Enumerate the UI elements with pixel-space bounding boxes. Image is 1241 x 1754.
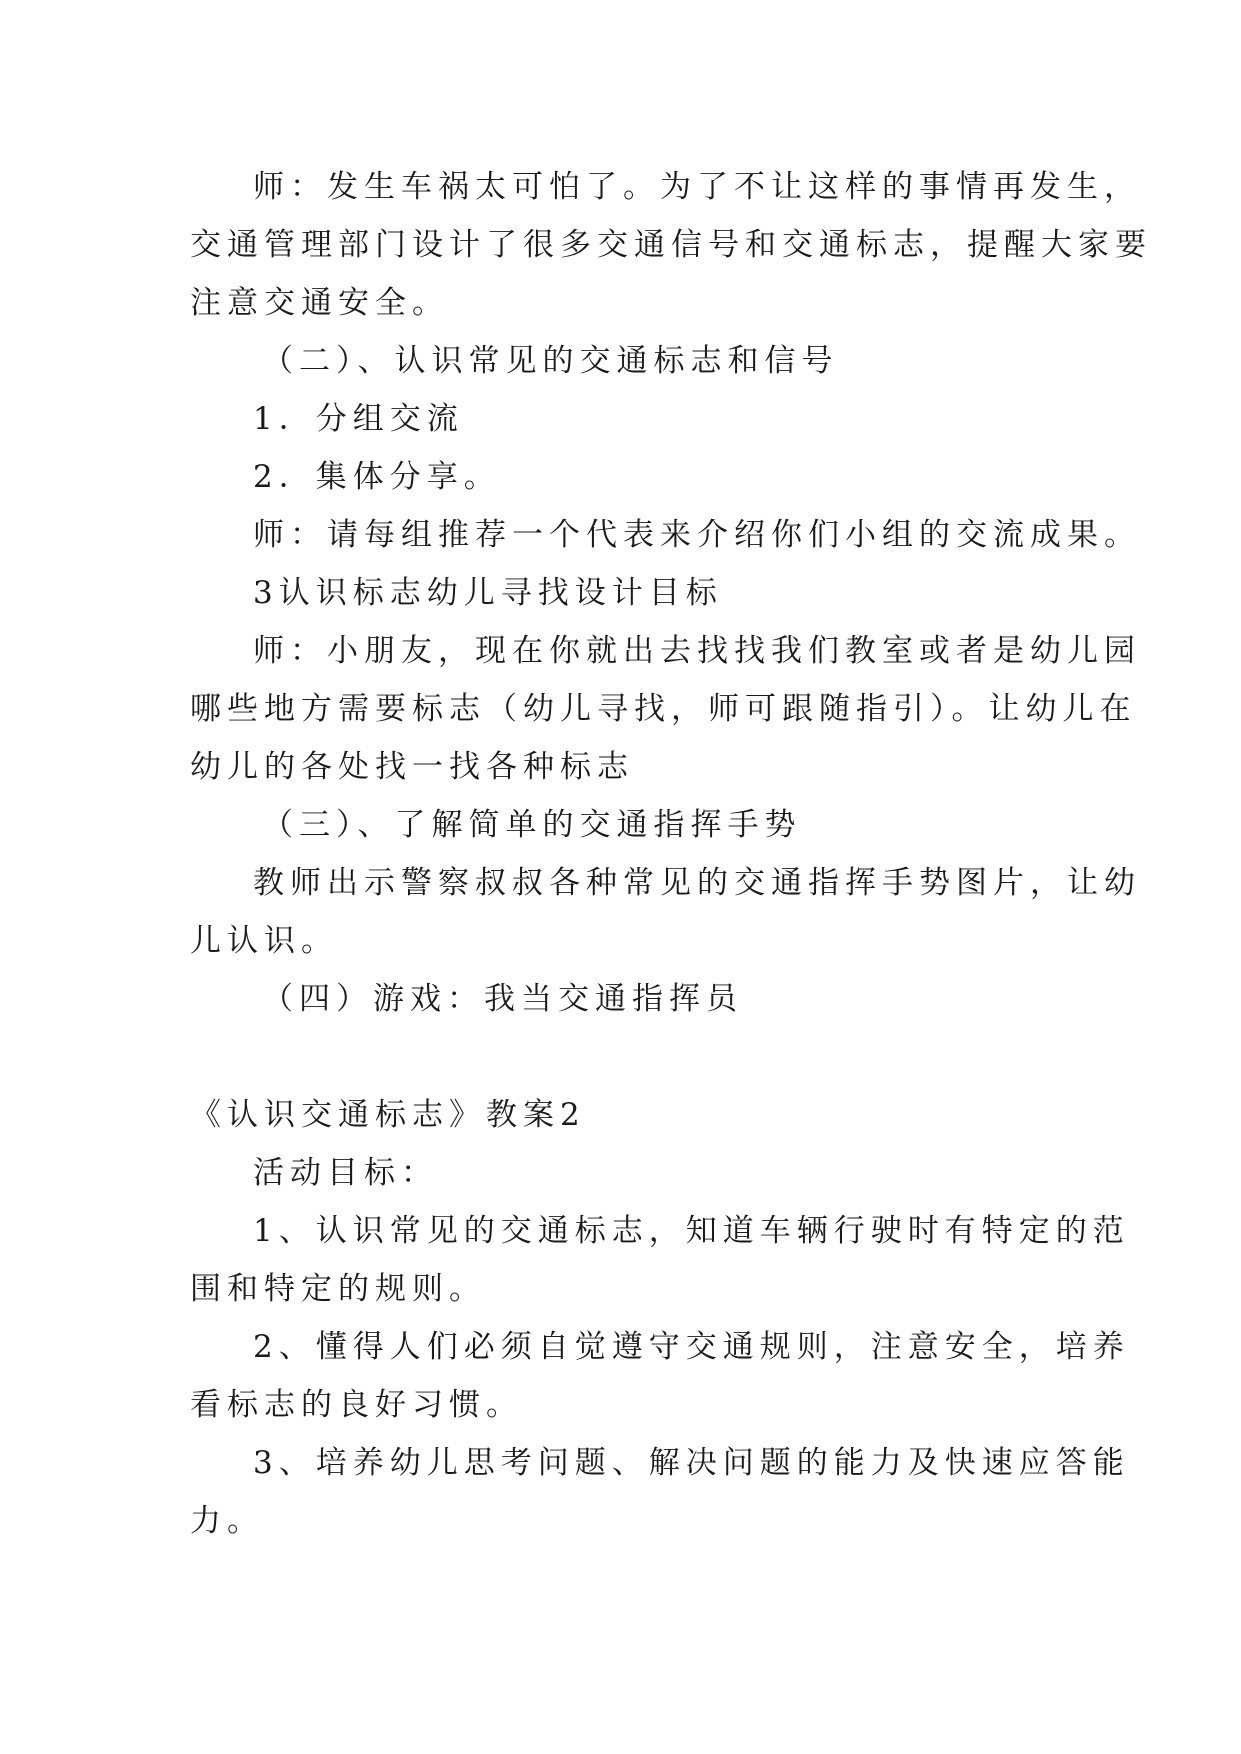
paragraph-line: 力。 [190,1503,264,1539]
paragraph-line: 教师出示警察叔叔各种常见的交通指挥手势图片，让幼 [253,865,1141,901]
list-item: 2．集体分享。 [253,459,501,495]
section-heading: （三）、了解简单的交通指挥手势 [262,807,802,843]
list-item: 1、认识常见的交通标志，知道车辆行驶时有特定的范 [253,1213,1130,1249]
paragraph-line: 看标志的良好习惯。 [190,1387,523,1423]
section-heading: （二）、认识常见的交通标志和信号 [262,343,839,379]
paragraph-line: 师：小朋友，现在你就出去找找我们教室或者是幼儿园 [253,633,1141,669]
paragraph-line: 幼儿的各处找一找各种标志 [190,749,634,785]
paragraph-line: 围和特定的规则。 [190,1271,486,1307]
list-item: 2、懂得人们必须自觉遵守交通规则，注意安全，培养 [253,1329,1130,1365]
section-heading: （四）游戏：我当交通指挥员 [262,981,743,1017]
list-item: 3认识标志幼儿寻找设计目标 [253,575,723,611]
paragraph-line: 注意交通安全。 [190,285,449,321]
paragraph-line: 交通管理部门设计了很多交通信号和交通标志，提醒大家要 [190,227,1152,263]
section-heading: 活动目标： [253,1155,438,1191]
paragraph-line: 儿认识。 [190,923,338,959]
paragraph-line: 哪些地方需要标志（幼儿寻找，师可跟随指引）。让幼儿在 [190,691,1137,727]
list-item: 3、培养幼儿思考问题、解决问题的能力及快速应答能 [253,1445,1130,1481]
paragraph-line: 师：发生车祸太可怕了。为了不让这样的事情再发生， [253,169,1141,205]
list-item: 1．分组交流 [253,401,464,437]
paragraph-line: 师：请每组推荐一个代表来介绍你们小组的交流成果。 [253,517,1141,553]
document-title: 《认识交通标志》教案2 [190,1097,586,1133]
